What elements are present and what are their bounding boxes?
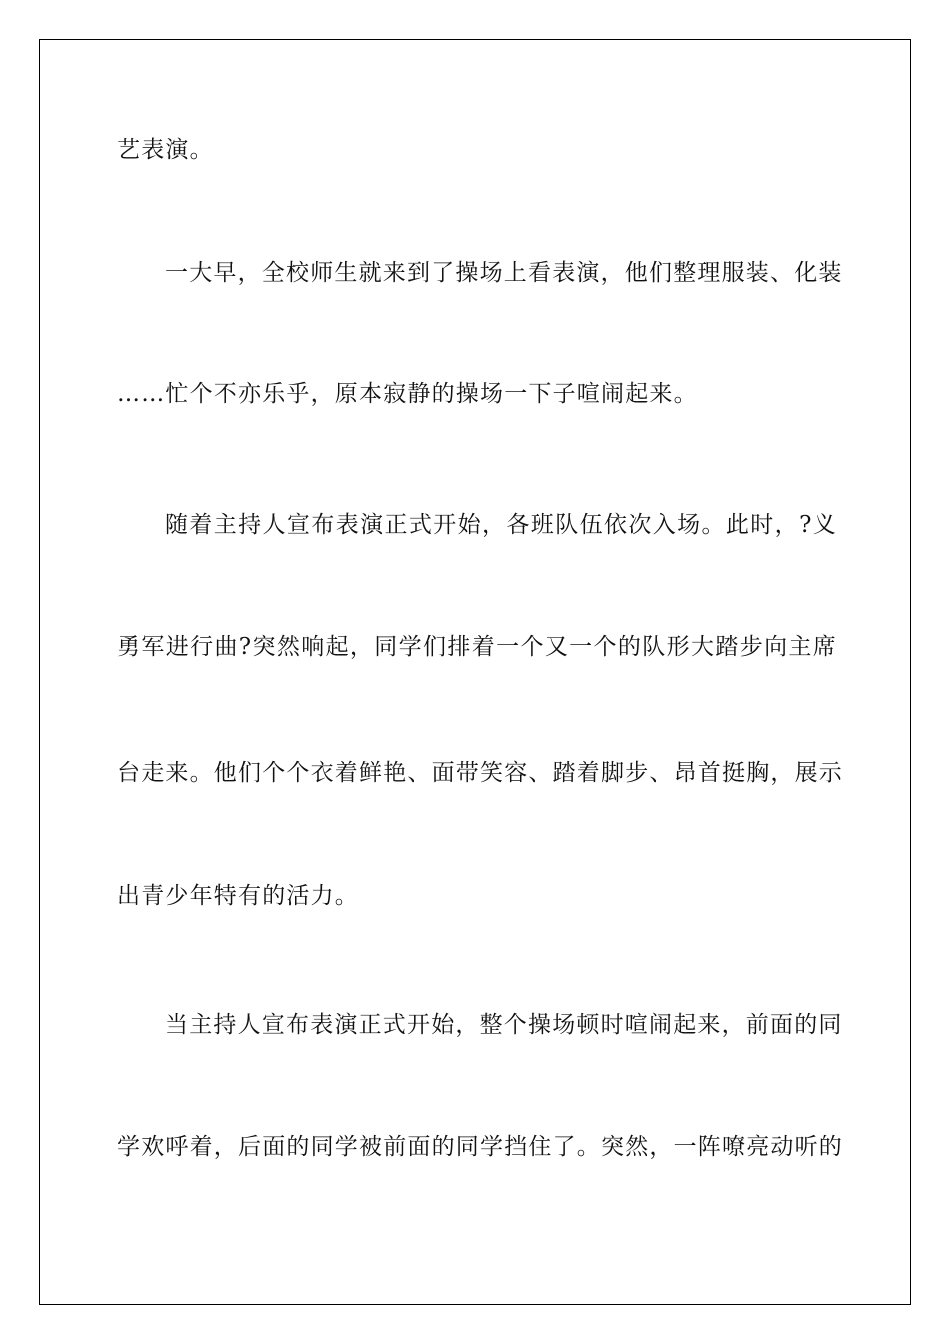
text-line-7: 出青少年特有的活力。	[117, 883, 359, 909]
text-line-5: 勇军进行曲?突然响起，同学们排着一个又一个的队形大踏步向主席	[117, 634, 837, 660]
text-line-2: 一大早，全校师生就来到了操场上看表演，他们整理服装、化装	[165, 260, 843, 286]
text-line-1: 艺表演。	[117, 137, 214, 163]
text-line-6: 台走来。他们个个衣着鲜艳、面带笑容、踏着脚步、昂首挺胸，展示	[117, 760, 843, 786]
text-line-8: 当主持人宣布表演正式开始，整个操场顿时喧闹起来，前面的同	[165, 1012, 843, 1038]
text-line-9: 学欢呼着，后面的同学被前面的同学挡住了。突然，一阵嘹亮动听的	[117, 1134, 843, 1160]
text-line-3: ……忙个不亦乐乎，原本寂静的操场一下子喧闹起来。	[117, 381, 698, 407]
page-border	[39, 39, 911, 1305]
text-line-4: 随着主持人宣布表演正式开始，各班队伍依次入场。此时，?义	[165, 512, 837, 538]
